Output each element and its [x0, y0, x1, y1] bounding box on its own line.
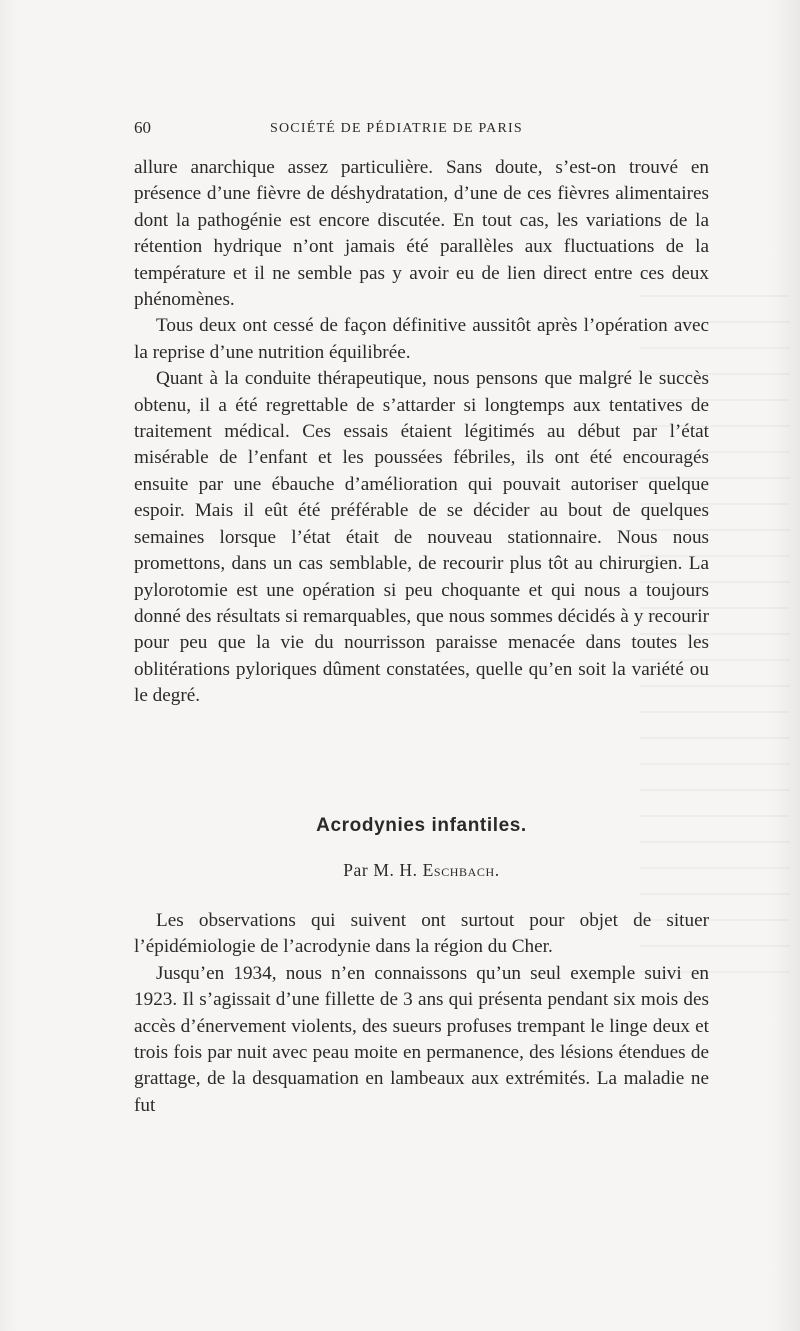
author-name: Eschbach. — [422, 860, 500, 880]
paragraph: allure anarchique assez particulière. Sans doute, s’est-on trouvé en présence d’une fièvre de déshydratation, d’une de ces fièvres alimentaires dont la pathogénie est encore discutée. En tout cas, les variations de la rétention hydrique n’ont jamais été parallèles aux fluctuations de la température et il ne semble pas y avoir eu de lien direct entre ces deux phénomènes. — [134, 157, 709, 311]
paragraph: Jusqu’en 1934, nous n’en connaissons qu’un seul exemple suivi en 1923. Il s’agissait d’une fillette de 3 ans qui présenta pendant six mois des accès d’énervement violents, des sueurs profuses trempant le linge deux et trois fois par nuit avec peau moite en permanence, des lésions étendues de grattage, de la desquamation en lambeaux aux extrémités. La maladie ne fut — [134, 962, 709, 1116]
text-block-continuation — [134, 155, 709, 710]
paragraph: Quant à la conduite thérapeutique, nous pensons que malgré le succès obtenu, il a été regrettable de s’attarder si longtemps aux tentatives de traitement médical. Ces essais étaient légitimés au début par l’état misérable de l’enfant et les poussées fébriles, ils ont été encouragés ensuite par une ébauche d’amélioration qui pouvait autoriser quelque espoir. Mais il eût été préférable de se décider au bout de quelques semaines lorsque l’état était de nouveau stationnaire. Nous nous promettons, dans un cas semblable, de recourir plus tôt au chirurgien. La pylorotomie est une opération si peu choquante et qui nous a toujours donné des résultats si remarquables, que nous sommes décidés à y recourir pour peu que la vie du nourrisson paraisse menacée dans toutes les oblitérations pyloriques dûment constatées, quelle qu’en soit la variété ou le degré. — [134, 368, 709, 707]
section-title: Acrodynies infantiles. — [316, 815, 527, 836]
page-number: 60 — [134, 118, 151, 137]
running-head — [134, 118, 674, 142]
journal-title: SOCIÉTÉ DE PÉDIATRIE DE PARIS — [270, 121, 523, 136]
byline — [0, 860, 800, 881]
byline-prefix: Par M. H. — [343, 860, 423, 880]
text-block-article — [134, 908, 709, 1119]
paragraph: Tous deux ont cessé de façon définitive aussitôt après l’opération avec la reprise d’une nutrition équilibrée. — [134, 315, 709, 363]
paragraph: Les observations qui suivent ont surtout pour objet de situer l’épidémiologie de l’acrodynie dans la région du Cher. — [134, 910, 709, 958]
